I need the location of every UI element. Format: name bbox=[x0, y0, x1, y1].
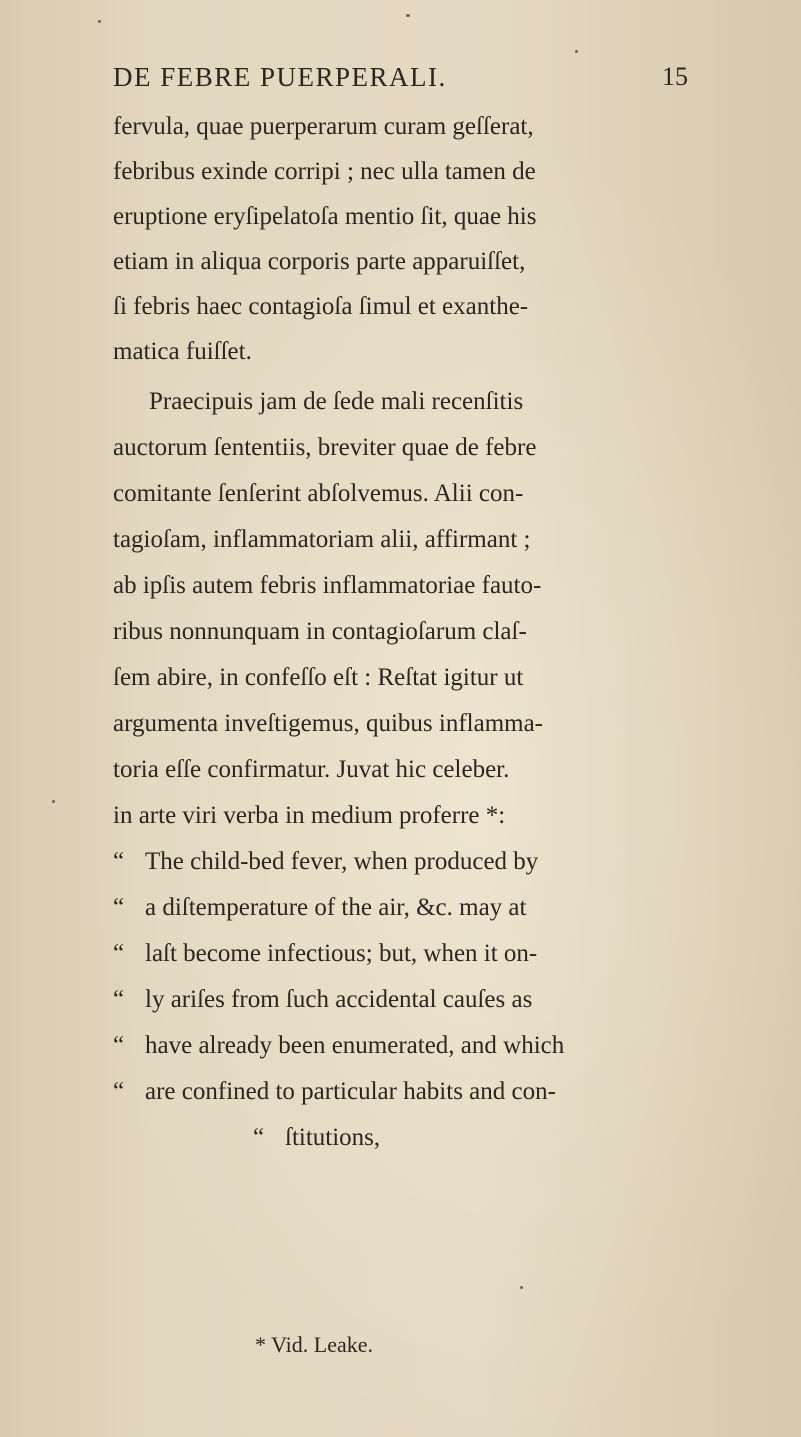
paper-speck bbox=[575, 50, 578, 53]
quote-mark: “ bbox=[113, 1032, 125, 1059]
quote-line bbox=[113, 893, 526, 923]
quote-text: have already been enumerated, and which bbox=[145, 1032, 565, 1059]
quote-text: ſtitutions, bbox=[285, 1124, 381, 1151]
paper-speck bbox=[98, 20, 101, 23]
quote-mark: “ bbox=[253, 1124, 265, 1151]
quote-mark: “ bbox=[113, 1078, 125, 1105]
text-line: in arte viri verba in medium proferre *: bbox=[113, 802, 506, 829]
quote-line bbox=[113, 939, 537, 969]
quote-text: The child-bed fever, when produced by bbox=[145, 848, 539, 875]
running-title: DE FEBRE PUERPERALI. bbox=[113, 62, 447, 92]
text-line: ſi febris haec contagioſa ſimul et exanthe- bbox=[113, 293, 529, 320]
quote-line bbox=[253, 1123, 380, 1153]
quote-line bbox=[113, 847, 538, 877]
text-line: ſem abire, in confeſſo eſt : Reſtat igitur ut bbox=[113, 664, 524, 691]
quote-mark: “ bbox=[113, 848, 125, 875]
quote-text: ly ariſes from ſuch accidental cauſes as bbox=[145, 986, 533, 1013]
paragraph-start-line: Praecipuis jam de ſede mali recenſitis bbox=[149, 388, 524, 415]
quote-mark: “ bbox=[113, 894, 125, 921]
text-line: fervula, quae puerperarum curam geſſerat, bbox=[113, 113, 534, 140]
quote-mark: “ bbox=[113, 940, 125, 967]
quote-line bbox=[113, 1077, 556, 1107]
paper-speck bbox=[52, 800, 55, 803]
text-line: toria eſſe confirmatur. Juvat hic celeber. bbox=[113, 756, 510, 783]
text-line: febribus exinde corripi ; nec ulla tamen de bbox=[113, 158, 536, 185]
page-number: 15 bbox=[662, 62, 688, 91]
text-line: matica fuiſſet. bbox=[113, 338, 252, 365]
text-line: etiam in aliqua corporis parte apparuiſſet, bbox=[113, 248, 526, 275]
quote-line bbox=[113, 1031, 564, 1061]
text-line: ribus nonnunquam in contagioſarum claſ- bbox=[113, 618, 527, 645]
text-line: argumenta inveſtigemus, quibus inflamma- bbox=[113, 710, 544, 737]
quote-mark: “ bbox=[113, 986, 125, 1013]
paper-speck bbox=[520, 1286, 523, 1289]
text-line: auctorum ſententiis, breviter quae de febre bbox=[113, 434, 537, 461]
text-line: ab ipſis autem febris inflammatoriae fauto- bbox=[113, 572, 542, 599]
footnote: * Vid. Leake. bbox=[255, 1332, 374, 1357]
text-line: eruptione eryſipelatoſa mentio ſit, quae his bbox=[113, 203, 537, 230]
quote-text: laſt become infectious; but, when it on- bbox=[145, 940, 538, 967]
page-header bbox=[113, 62, 688, 102]
quote-text: a diſtemperature of the air, &c. may at bbox=[145, 894, 527, 921]
text-line: comitante ſenſerint abſolvemus. Alii con- bbox=[113, 480, 524, 507]
paper-speck bbox=[406, 14, 410, 17]
text-line: tagioſam, inflammatoriam alii, affirmant ; bbox=[113, 526, 531, 553]
quote-line bbox=[113, 985, 532, 1015]
quote-text: are confined to particular habits and con- bbox=[145, 1078, 556, 1105]
